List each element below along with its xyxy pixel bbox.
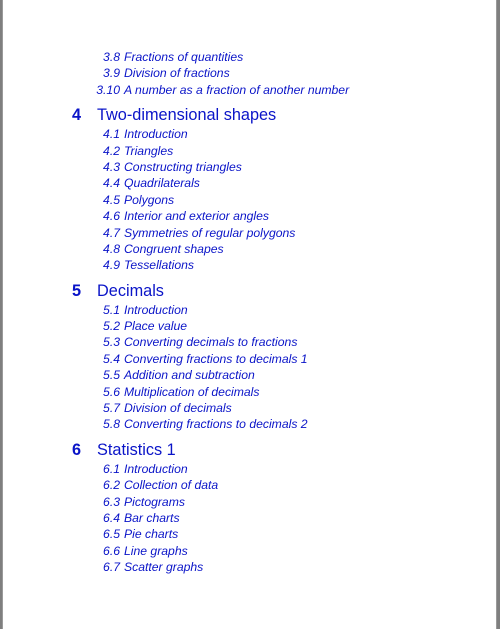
section-title-link[interactable]: A number as a fraction of another number <box>124 82 350 97</box>
section-title-link[interactable]: Multiplication of decimals <box>124 384 260 399</box>
table-of-contents <box>3 49 498 576</box>
toc-chapter-5[interactable] <box>3 280 498 302</box>
section-title-link[interactable]: Interior and exterior angles <box>124 209 269 224</box>
toc-entry-5-7[interactable] <box>3 400 498 416</box>
section-number[interactable]: 3.8 <box>103 50 120 64</box>
toc-entry-4-4[interactable] <box>3 175 498 191</box>
toc-entry-4-7[interactable] <box>3 225 498 241</box>
section-number[interactable]: 4.6 <box>103 209 120 224</box>
toc-entry-4-3[interactable] <box>3 159 498 175</box>
toc-entry-6-4[interactable] <box>3 510 498 526</box>
section-title-link[interactable]: Division of fractions <box>124 66 230 81</box>
section-title-link[interactable]: Symmetries of regular polygons <box>124 225 296 240</box>
section-number[interactable]: 4.3 <box>103 159 120 174</box>
toc-entry-6-6[interactable] <box>3 543 498 559</box>
toc-entry-6-5[interactable] <box>3 526 498 542</box>
chapter-number[interactable]: 6 <box>72 440 82 459</box>
section-title-link[interactable]: Pictograms <box>124 494 185 509</box>
section-title-link[interactable]: Congruent shapes <box>124 241 224 256</box>
section-number[interactable]: 5.1 <box>103 302 120 317</box>
section-number[interactable]: 5.2 <box>103 319 120 334</box>
toc-entry-4-1[interactable] <box>3 126 498 142</box>
section-title-link[interactable]: Introduction <box>124 302 188 317</box>
section-title-link[interactable]: Introduction <box>124 127 188 142</box>
section-title-link[interactable]: Converting fractions to decimals 2 <box>124 417 308 432</box>
section-number[interactable]: 6.1 <box>103 461 120 476</box>
section-title-link[interactable]: Line graphs <box>124 543 188 558</box>
toc-entry-4-9[interactable] <box>3 257 498 273</box>
section-number[interactable]: 4.5 <box>103 192 120 207</box>
section-title-link[interactable]: Triangles <box>124 143 174 158</box>
section-title-link[interactable]: Division of decimals <box>124 401 232 416</box>
section-number[interactable]: 4.8 <box>103 241 120 256</box>
toc-entry-5-2[interactable] <box>3 318 498 334</box>
section-title-link[interactable]: Collection of data <box>124 478 219 493</box>
section-title-link[interactable]: Constructing triangles <box>124 159 242 174</box>
section-title-link[interactable]: Tessellations <box>124 258 195 273</box>
section-number[interactable]: 6.3 <box>103 494 120 509</box>
section-title-link[interactable]: Place value <box>124 319 188 334</box>
section-title-link[interactable]: Pie charts <box>124 527 179 542</box>
toc-entry-3-10[interactable] <box>3 82 498 98</box>
toc-entry-4-2[interactable] <box>3 143 498 159</box>
toc-entry-5-4[interactable] <box>3 351 498 367</box>
section-title-link[interactable]: Introduction <box>124 461 188 476</box>
toc-entry-5-3[interactable] <box>3 334 498 350</box>
toc-entry-4-6[interactable] <box>3 208 498 224</box>
toc-entry-5-6[interactable] <box>3 384 498 400</box>
section-title-link[interactable]: Quadrilaterals <box>124 176 200 191</box>
section-number[interactable]: 5.8 <box>103 417 120 432</box>
section-number[interactable]: 6.6 <box>103 543 120 558</box>
section-title-link[interactable]: Polygons <box>124 192 175 207</box>
section-title-link[interactable]: Converting fractions to decimals 1 <box>124 351 308 366</box>
section-number[interactable]: 4.7 <box>103 225 120 240</box>
section-number[interactable]: 3.10 <box>96 82 120 97</box>
toc-entry-3-9[interactable] <box>3 65 498 81</box>
section-number[interactable]: 5.6 <box>103 384 120 399</box>
toc-entry-6-2[interactable] <box>3 477 498 493</box>
toc-entry-4-5[interactable] <box>3 192 498 208</box>
section-number[interactable]: 6.5 <box>103 527 120 542</box>
toc-chapter-6[interactable] <box>3 439 498 461</box>
toc-entry-5-5[interactable] <box>3 367 498 383</box>
chapter-title-link[interactable]: Statistics 1 <box>97 440 176 459</box>
section-number[interactable]: 6.7 <box>103 560 120 575</box>
toc-chapter-4[interactable] <box>3 104 498 126</box>
section-number[interactable]: 4.2 <box>103 143 120 158</box>
toc-entry-5-8[interactable] <box>3 416 498 432</box>
chapter-title-link[interactable]: Decimals <box>97 281 164 300</box>
section-title-link[interactable]: Fractions of quantities <box>124 50 244 64</box>
section-title-link[interactable]: Converting decimals to fractions <box>124 335 298 350</box>
chapter-number[interactable]: 5 <box>72 281 82 300</box>
toc-entry-4-8[interactable] <box>3 241 498 257</box>
section-number[interactable]: 4.4 <box>103 176 120 191</box>
section-number[interactable]: 5.7 <box>103 401 120 416</box>
toc-entry-3-8[interactable] <box>3 49 498 65</box>
section-title-link[interactable]: Bar charts <box>124 510 180 525</box>
section-number[interactable]: 6.4 <box>103 510 120 525</box>
chapter-title-link[interactable]: Two-dimensional shapes <box>97 106 277 125</box>
section-number[interactable]: 5.5 <box>103 368 120 383</box>
section-number[interactable]: 5.3 <box>103 335 120 350</box>
section-title-link[interactable]: Addition and subtraction <box>124 368 255 383</box>
toc-entry-5-1[interactable] <box>3 302 498 318</box>
section-number[interactable]: 6.2 <box>103 478 120 493</box>
section-number[interactable]: 3.9 <box>103 66 120 81</box>
toc-entry-6-7[interactable] <box>3 559 498 575</box>
toc-entry-6-3[interactable] <box>3 494 498 510</box>
section-number[interactable]: 4.9 <box>103 258 120 273</box>
chapter-number[interactable]: 4 <box>72 106 82 125</box>
section-title-link[interactable]: Scatter graphs <box>124 560 204 575</box>
section-number[interactable]: 5.4 <box>103 351 120 366</box>
toc-entry-6-1[interactable] <box>3 461 498 477</box>
document-page <box>2 0 497 629</box>
section-number[interactable]: 4.1 <box>103 127 120 142</box>
